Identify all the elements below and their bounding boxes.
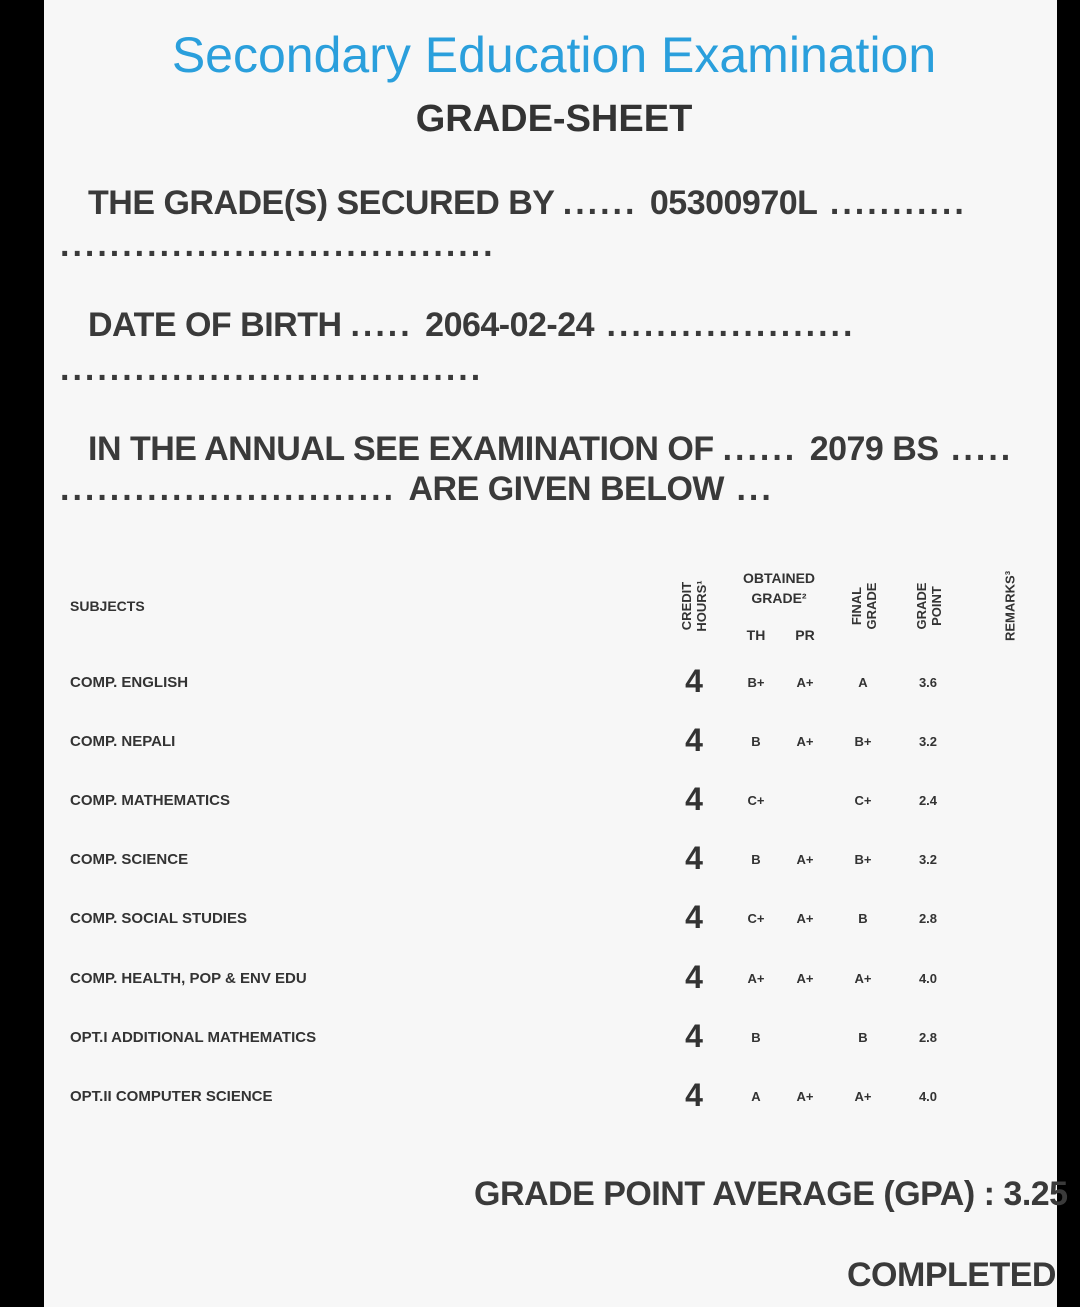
final-grade: C+ [854, 793, 872, 808]
table-row [44, 663, 1057, 703]
subject-name: COMP. NEPALI [70, 733, 176, 750]
given-below-line [60, 470, 774, 509]
dob-label: DATE OF BIRTH [88, 306, 342, 344]
final-grade: A+ [854, 1089, 872, 1104]
final-grade: A [858, 675, 868, 690]
pr-grade: A+ [796, 971, 814, 986]
table-row [44, 781, 1057, 821]
dot-leader: ........... [817, 184, 967, 222]
exam-line [88, 430, 1013, 469]
subject-name: COMP. SOCIAL STUDIES [70, 910, 247, 927]
dot-leader: ... [724, 470, 774, 508]
credit-hours: 4 [685, 959, 703, 995]
gpa-label: GRADE POINT AVERAGE (GPA) : [474, 1175, 995, 1213]
th-grade: C+ [747, 793, 765, 808]
exam-title: Secondary Education Examination [171, 27, 937, 83]
pr-grade: A+ [796, 852, 814, 867]
subject-name: OPT.I ADDITIONAL MATHEMATICS [70, 1029, 317, 1046]
subject-name: COMP. MATHEMATICS [70, 792, 230, 809]
grade-point: 4.0 [918, 971, 938, 986]
exam-year: 2079 BS [809, 430, 939, 468]
final-grade: A+ [854, 971, 872, 986]
dob-value: 2064-02-24 [425, 306, 595, 344]
pr-grade: A+ [796, 734, 814, 749]
dob-line [88, 306, 855, 345]
credit-hours: 4 [685, 1018, 703, 1054]
remarks-header: REMARKS³ [1002, 570, 1018, 642]
grade-point: 2.8 [918, 911, 938, 926]
grade-point-header: GRADE POINT [914, 582, 944, 630]
final-grade: B+ [854, 852, 872, 867]
dot-leader: ........................... [60, 470, 409, 508]
gpa-line [474, 1175, 1068, 1214]
pr-header: PR [795, 627, 815, 643]
subject-name: COMP. HEALTH, POP & ENV EDU [70, 970, 307, 987]
grade-point: 3.2 [918, 852, 938, 867]
exam-label: IN THE ANNUAL SEE EXAMINATION OF [88, 430, 714, 468]
credit-hours: 4 [685, 1077, 703, 1113]
final-grade-header: FINAL GRADE [849, 582, 879, 630]
th-grade: B [751, 852, 761, 867]
grade-sheet-heading: GRADE-SHEET [415, 98, 693, 140]
status-text: COMPLETED [847, 1256, 1056, 1294]
symbol-number: 05300970L [649, 184, 818, 222]
grade-sheet [44, 0, 1068, 1307]
pr-grade: A+ [796, 675, 814, 690]
dot-leader: .................... [594, 306, 856, 344]
dot-leader-line: ................................... [60, 226, 496, 264]
subject-name: COMP. ENGLISH [70, 674, 189, 691]
th-grade: B+ [747, 675, 765, 690]
subject-name: COMP. SCIENCE [70, 851, 189, 868]
dot-leader: ..... [938, 430, 1014, 468]
dot-leader-line: .................................. [60, 350, 484, 388]
th-grade: B [751, 1030, 761, 1045]
table-row [44, 959, 1057, 999]
pr-grade: A+ [796, 911, 814, 926]
th-header: TH [746, 627, 766, 643]
grade-point: 3.6 [918, 675, 938, 690]
final-grade: B [858, 911, 868, 926]
gpa-value: 3.25 [1003, 1175, 1068, 1213]
final-grade: B+ [854, 734, 872, 749]
credit-hours-header: CREDIT HOURS¹ [679, 580, 709, 632]
table-row [44, 1077, 1057, 1117]
table-row [44, 899, 1057, 939]
th-grade: A+ [747, 971, 765, 986]
grade-point: 4.0 [918, 1089, 938, 1104]
dot-leader: ...... [722, 430, 810, 468]
credit-hours: 4 [685, 722, 703, 758]
credit-hours: 4 [685, 663, 703, 699]
credit-hours: 4 [685, 840, 703, 876]
secured-by-label: THE GRADE(S) SECURED BY [88, 184, 554, 222]
dot-leader: ...... [562, 184, 650, 222]
table-row [44, 722, 1057, 762]
th-grade: A [751, 1089, 761, 1104]
grade-point: 2.8 [918, 1030, 938, 1045]
obtained-grade-header: OBTAINED GRADE² [742, 570, 816, 606]
given-below-text: ARE GIVEN BELOW [408, 470, 725, 508]
final-grade: B [858, 1030, 868, 1045]
grade-point: 2.4 [918, 793, 938, 808]
credit-hours: 4 [685, 899, 703, 935]
pr-grade: A+ [796, 1089, 814, 1104]
th-grade: B [751, 734, 761, 749]
th-grade: C+ [747, 911, 765, 926]
subject-name: OPT.II COMPUTER SCIENCE [70, 1088, 273, 1105]
secured-by-line [88, 184, 967, 223]
grade-point: 3.2 [918, 734, 938, 749]
dot-leader: ..... [350, 306, 426, 344]
table-row [44, 840, 1057, 880]
subjects-header: SUBJECTS [70, 598, 145, 614]
table-row [44, 1018, 1057, 1058]
credit-hours: 4 [685, 781, 703, 817]
